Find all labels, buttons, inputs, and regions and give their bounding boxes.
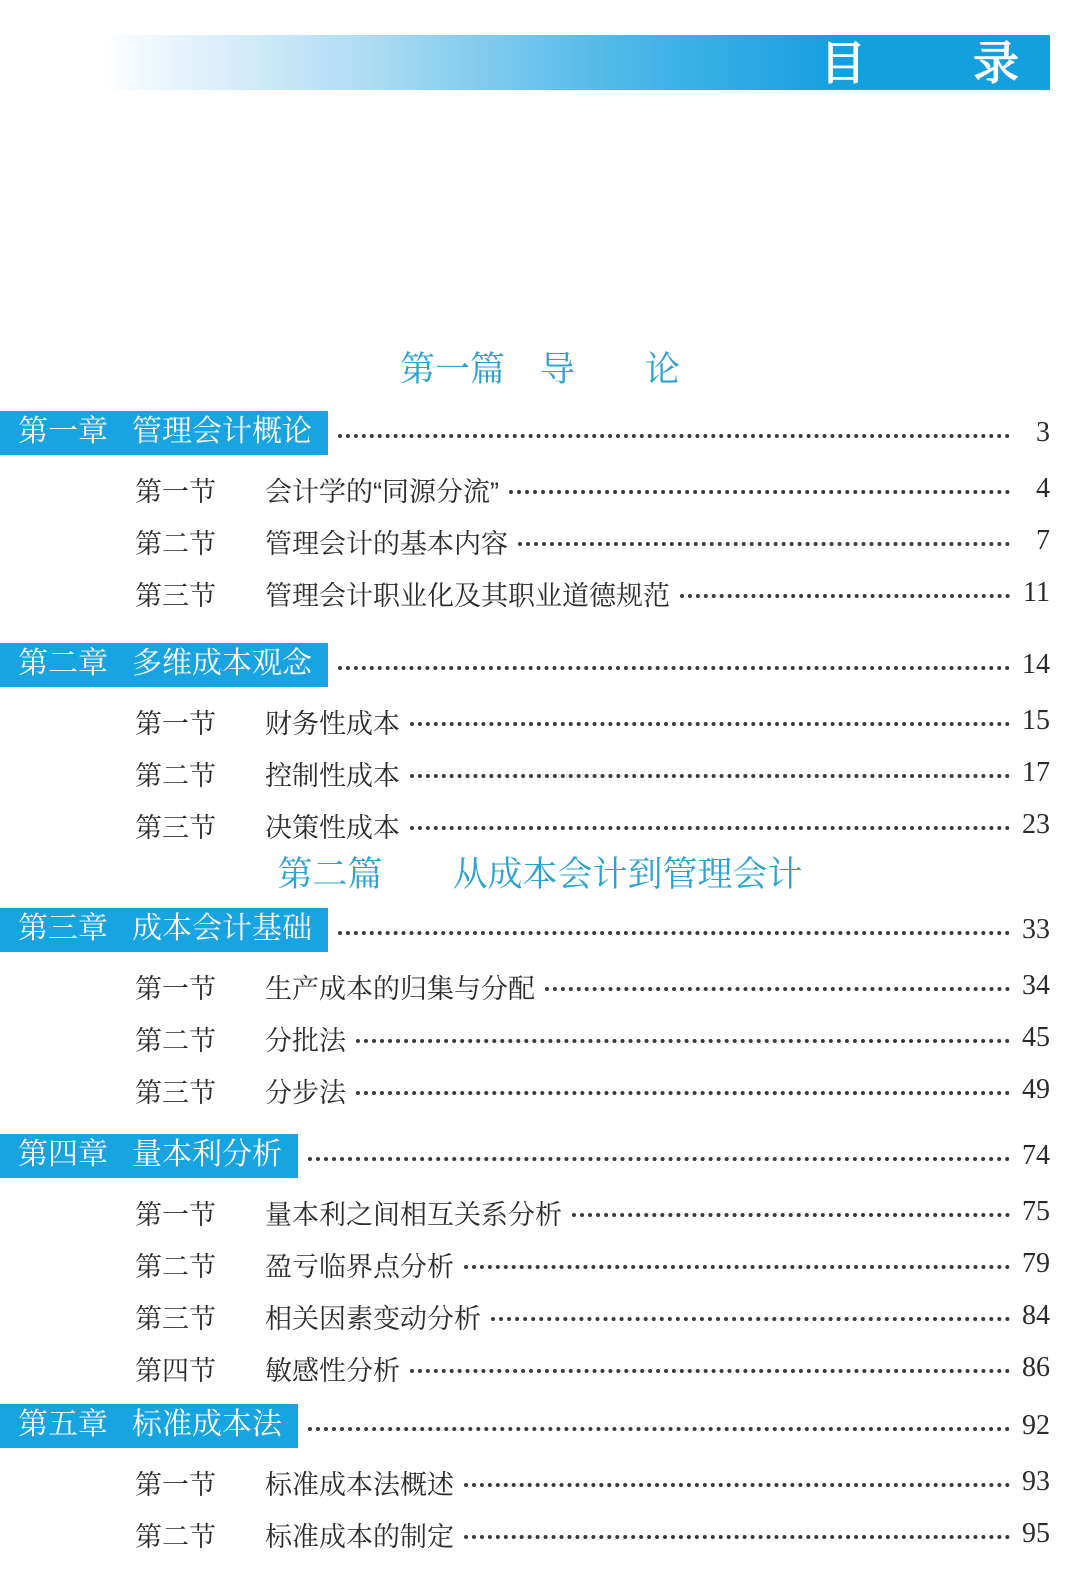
toc-section-entry — [135, 695, 1080, 747]
section-label: 第二节 — [135, 1251, 216, 1282]
section-title: 生产成本的归集与分配 — [265, 973, 535, 1004]
dot-leader — [308, 1157, 1010, 1161]
section-title: 控制性成本 — [265, 760, 400, 791]
chapter-group-5 — [0, 1404, 1080, 1560]
toc-section-entry — [135, 567, 1080, 619]
chapter-heading-badge — [0, 908, 328, 952]
chapter-heading-badge — [0, 1134, 298, 1178]
toc-chapter-entry — [0, 411, 1080, 455]
toc-title: 目 录 — [820, 36, 1024, 89]
toc-chapter-entry — [0, 643, 1080, 687]
section-title: 管理会计的基本内容 — [265, 528, 508, 559]
dot-leader — [410, 722, 1010, 726]
toc-section-entry — [135, 1186, 1080, 1238]
page-number: 75 — [1022, 1196, 1050, 1227]
section-label: 第一节 — [135, 1199, 216, 1230]
chapter-label: 第三章 — [18, 912, 108, 945]
section-title: 盈亏临界点分析 — [265, 1251, 454, 1282]
section-label: 第三节 — [135, 1303, 216, 1334]
section-label: 第一节 — [135, 708, 216, 739]
toc-section-entry — [135, 1290, 1080, 1342]
dot-leader — [545, 987, 1010, 991]
page-number: 14 — [1022, 649, 1050, 680]
chapter-heading-badge — [0, 643, 328, 687]
dot-leader — [464, 1535, 1010, 1539]
page-number: 17 — [1022, 757, 1050, 788]
page-number: 84 — [1022, 1300, 1050, 1331]
page-number: 4 — [1036, 473, 1050, 504]
toc-section-entry — [135, 463, 1080, 515]
section-label: 第二节 — [135, 1521, 216, 1552]
page-number: 33 — [1022, 914, 1050, 945]
toc-section-entry — [135, 515, 1080, 567]
chapter-label: 第二章 — [18, 647, 108, 680]
dot-leader — [410, 1369, 1010, 1373]
section-label: 第二节 — [135, 760, 216, 791]
dot-leader — [338, 666, 1010, 670]
dot-leader — [572, 1213, 1010, 1217]
chapter-label: 第四章 — [18, 1138, 108, 1171]
toc-section-entry — [135, 1342, 1080, 1394]
page-number: 7 — [1036, 525, 1050, 556]
chapter-group-2 — [0, 643, 1080, 851]
section-title: 标准成本法概述 — [265, 1469, 454, 1500]
toc-section-entry — [135, 747, 1080, 799]
page-number: 86 — [1022, 1352, 1050, 1383]
dot-leader — [491, 1317, 1010, 1321]
dot-leader — [410, 826, 1010, 830]
section-label: 第一节 — [135, 973, 216, 1004]
page-number: 49 — [1022, 1074, 1050, 1105]
page-number: 3 — [1036, 417, 1050, 448]
part-title-2: 第二篇 从成本会计到管理会计 — [277, 855, 803, 894]
chapter-heading-badge — [0, 1404, 298, 1448]
toc-chapter-entry — [0, 1404, 1080, 1448]
page-number: 45 — [1022, 1022, 1050, 1053]
page-number: 15 — [1022, 705, 1050, 736]
chapter-title: 多维成本观念 — [132, 647, 312, 680]
toc-section-entry — [135, 1508, 1080, 1560]
toc-section-entry — [135, 960, 1080, 1012]
section-title: 相关因素变动分析 — [265, 1303, 481, 1334]
page-number: 74 — [1022, 1140, 1050, 1171]
section-title: 标准成本的制定 — [265, 1521, 454, 1552]
chapter-title: 量本利分析 — [132, 1138, 282, 1171]
section-label: 第三节 — [135, 812, 216, 843]
page-number: 93 — [1022, 1466, 1050, 1497]
page-number: 95 — [1022, 1518, 1050, 1549]
chapter-group-4 — [0, 1134, 1080, 1394]
page-number: 23 — [1022, 809, 1050, 840]
toc-section-entry — [135, 1012, 1080, 1064]
chapter-title: 管理会计概论 — [132, 415, 312, 448]
dot-leader — [410, 774, 1010, 778]
section-title: 财务性成本 — [265, 708, 400, 739]
toc-section-entry — [135, 799, 1080, 851]
section-title: 敏感性分析 — [265, 1355, 400, 1386]
dot-leader — [356, 1091, 1010, 1095]
dot-leader — [464, 1483, 1010, 1487]
toc-section-entry — [135, 1238, 1080, 1290]
section-title: 分步法 — [265, 1077, 346, 1108]
toc-chapter-entry — [0, 908, 1080, 952]
chapter-title: 成本会计基础 — [132, 912, 312, 945]
chapter-group-1 — [0, 411, 1080, 619]
dot-leader — [308, 1427, 1010, 1431]
page-number: 11 — [1023, 577, 1050, 608]
dot-leader — [680, 594, 1010, 598]
dot-leader — [338, 931, 1010, 935]
section-label: 第二节 — [135, 1025, 216, 1056]
chapter-label: 第五章 — [18, 1408, 108, 1441]
section-label: 第一节 — [135, 476, 216, 507]
toc-section-entry — [135, 1456, 1080, 1508]
dot-leader — [518, 542, 1010, 546]
toc-header-banner — [100, 35, 1050, 90]
dot-leader — [356, 1039, 1010, 1043]
page-number: 92 — [1022, 1410, 1050, 1441]
dot-leader — [464, 1265, 1010, 1269]
chapter-label: 第一章 — [18, 415, 108, 448]
section-title: 会计学的“同源分流” — [265, 476, 499, 507]
part-title-1: 第一篇 导 论 — [399, 350, 680, 389]
page-number: 79 — [1022, 1248, 1050, 1279]
chapter-heading-badge — [0, 411, 328, 455]
section-label: 第二节 — [135, 528, 216, 559]
section-title: 分批法 — [265, 1025, 346, 1056]
section-title: 管理会计职业化及其职业道德规范 — [265, 580, 670, 611]
page-number: 34 — [1022, 970, 1050, 1001]
chapter-title: 标准成本法 — [132, 1408, 282, 1441]
section-label: 第四节 — [135, 1355, 216, 1386]
section-label: 第一节 — [135, 1469, 216, 1500]
section-title: 决策性成本 — [265, 812, 400, 843]
toc-chapter-entry — [0, 1134, 1080, 1178]
toc-section-entry — [135, 1064, 1080, 1116]
section-title: 量本利之间相互关系分析 — [265, 1199, 562, 1230]
section-label: 第三节 — [135, 1077, 216, 1108]
dot-leader — [509, 490, 1010, 494]
section-label: 第三节 — [135, 580, 216, 611]
dot-leader — [338, 434, 1010, 438]
chapter-group-3 — [0, 908, 1080, 1116]
